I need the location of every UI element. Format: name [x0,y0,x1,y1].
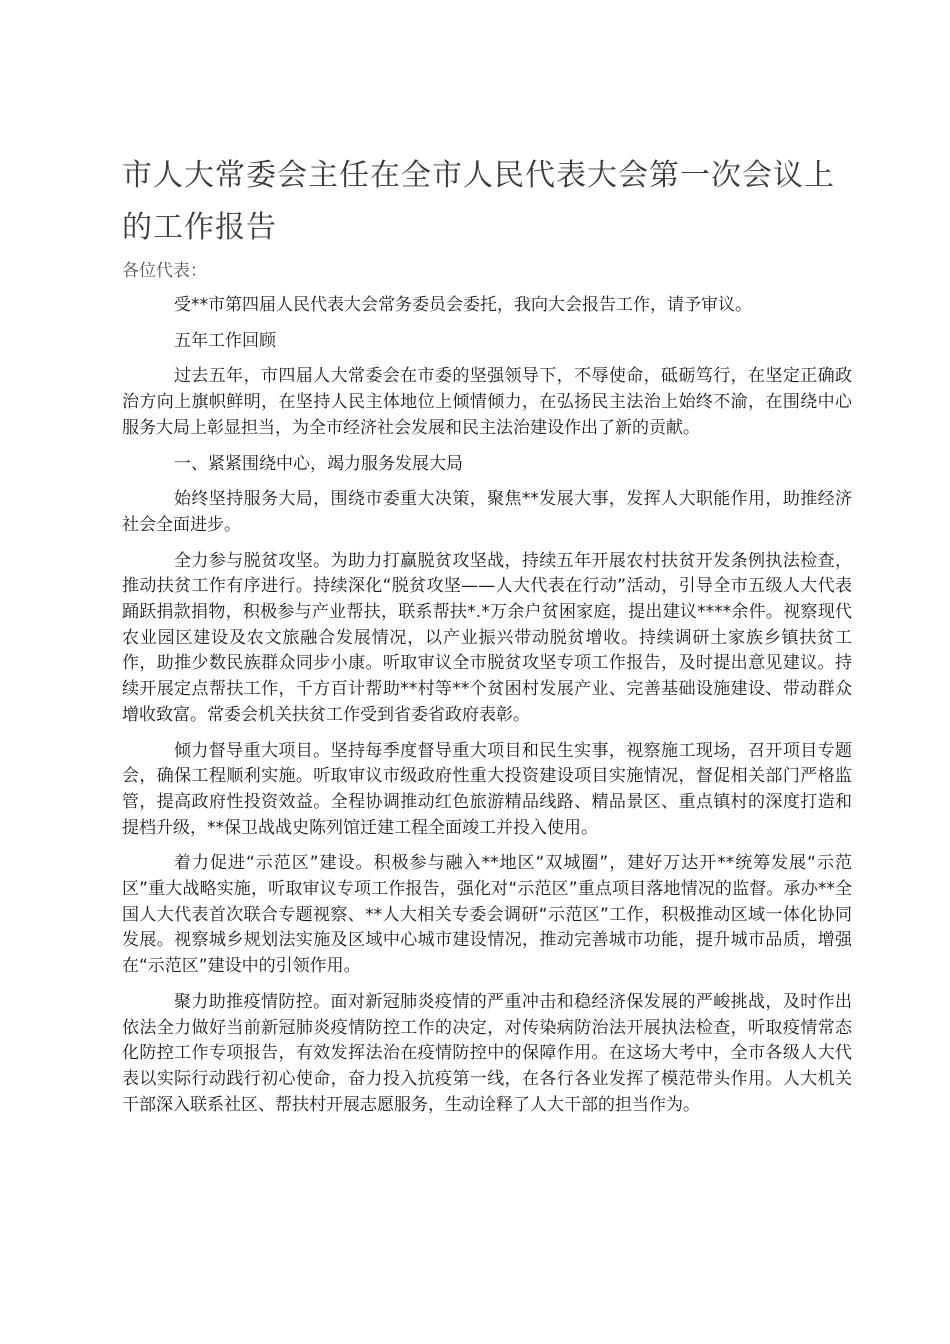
paragraph-intro: 受**市第四届人民代表大会常务委员会委托，我向大会报告工作，请予审议。 [174,295,752,315]
greeting: 各位代表： [122,261,207,281]
document-body [122,293,852,1128]
document-title: 市人大常委会主任在全市人民代表大会第一次会议上的工作报告 [122,158,835,245]
section-heading-one: 一、紧紧围绕中心，竭力服务发展大局 [174,453,463,474]
section-heading-review: 五年工作回顾 [174,330,276,351]
paragraph-poverty-alleviation: 全力参与脱贫攻坚。为助力打赢脱贫攻坚战，持续五年开展农村扶贫开发条例执法检查，推动扶贫工作有序进行。持续深化“脱贫攻坚——人大代表在行动”活动，引导全市五级人大代表踊跃捐款捐物，积极参与产业帮扶，联系帮扶*.*万余户贫困家庭，提出建议****余件。视察现代农业园区建设及农文旅融合发展情况，以产业振兴带动脱贫增收。持续调研土家族乡镇扶贫工作，助推少数民族群众同步小康。听取审议全市脱贫攻坚专项工作报告，及时提出意见建议。持续开展定点帮扶工作，千方百计帮助**村等**个贫困村发展产业、完善基础设施建设、带动群众增收致富。常委会机关扶贫工作受到省委省政府表彰。 [122,550,852,725]
paragraph-demonstration-zone: 着力促进“示范区”建设。积极参与融入**地区“双城圈”，建好万达开**统筹发展“示范区”重大战略实施，听取审议专项工作报告，强化对“示范区”重点项目落地情况的监督。承办**全国人大代表首次联合专题视察、**人大相关专委会调研“示范区”工作，积极推动区域一体化协同发展。视察城乡规划法实施及区域中心城市建设情况，推动完善城市功能，提升城市品质，增强在“示范区”建设中的引领作用。 [122,853,852,977]
paragraph-epidemic-control: 聚力助推疫情防控。面对新冠肺炎疫情的严重冲击和稳经济保发展的严峻挑战，及时作出依法全力做好当前新冠肺炎疫情防控工作的决定，对传染病防治法开展执法检查，听取疫情常态化防控工作专项报告，有效发挥法治在疫情防控中的保障作用。在这场大考中，全市各级人大代表以实际行动践行初心使命，奋力投入抗疫第一线，在各行各业发挥了模范带头作用。人大机关干部深入联系社区、帮扶村开展志愿服务，生动诠释了人大干部的担当作为。 [122,991,852,1115]
paragraph-overview: 过去五年，市四届人大常委会在市委的坚强领导下，不辱使命，砥砺笃行，在坚定正确政治方向上旗帜鲜明，在坚持人民主体地位上倾情倾力，在弘扬民主法治上始终不渝，在围绕中心服务大局上彰显担当，为全市经济社会发展和民主法治建设作出了新的贡献。 [122,366,852,438]
paragraph-major-projects: 倾力督导重大项目。坚持每季度督导重大项目和民生实事，视察施工现场，召开项目专题会，确保工程顺利实施。听取审议市级政府性重大投资建设项目实施情况，督促相关部门严格监管，提高政府性投资效益。全程协调推动红色旅游精品线路、精品景区、重点镇村的深度打造和提档升级，**保卫战战史陈列馆迁建工程全面竣工并投入使用。 [122,740,852,838]
paragraph-serve-development: 始终坚持服务大局，围绕市委重大决策，聚焦**发展大事，发挥人大职能作用，助推经济社会全面进步。 [122,489,852,535]
